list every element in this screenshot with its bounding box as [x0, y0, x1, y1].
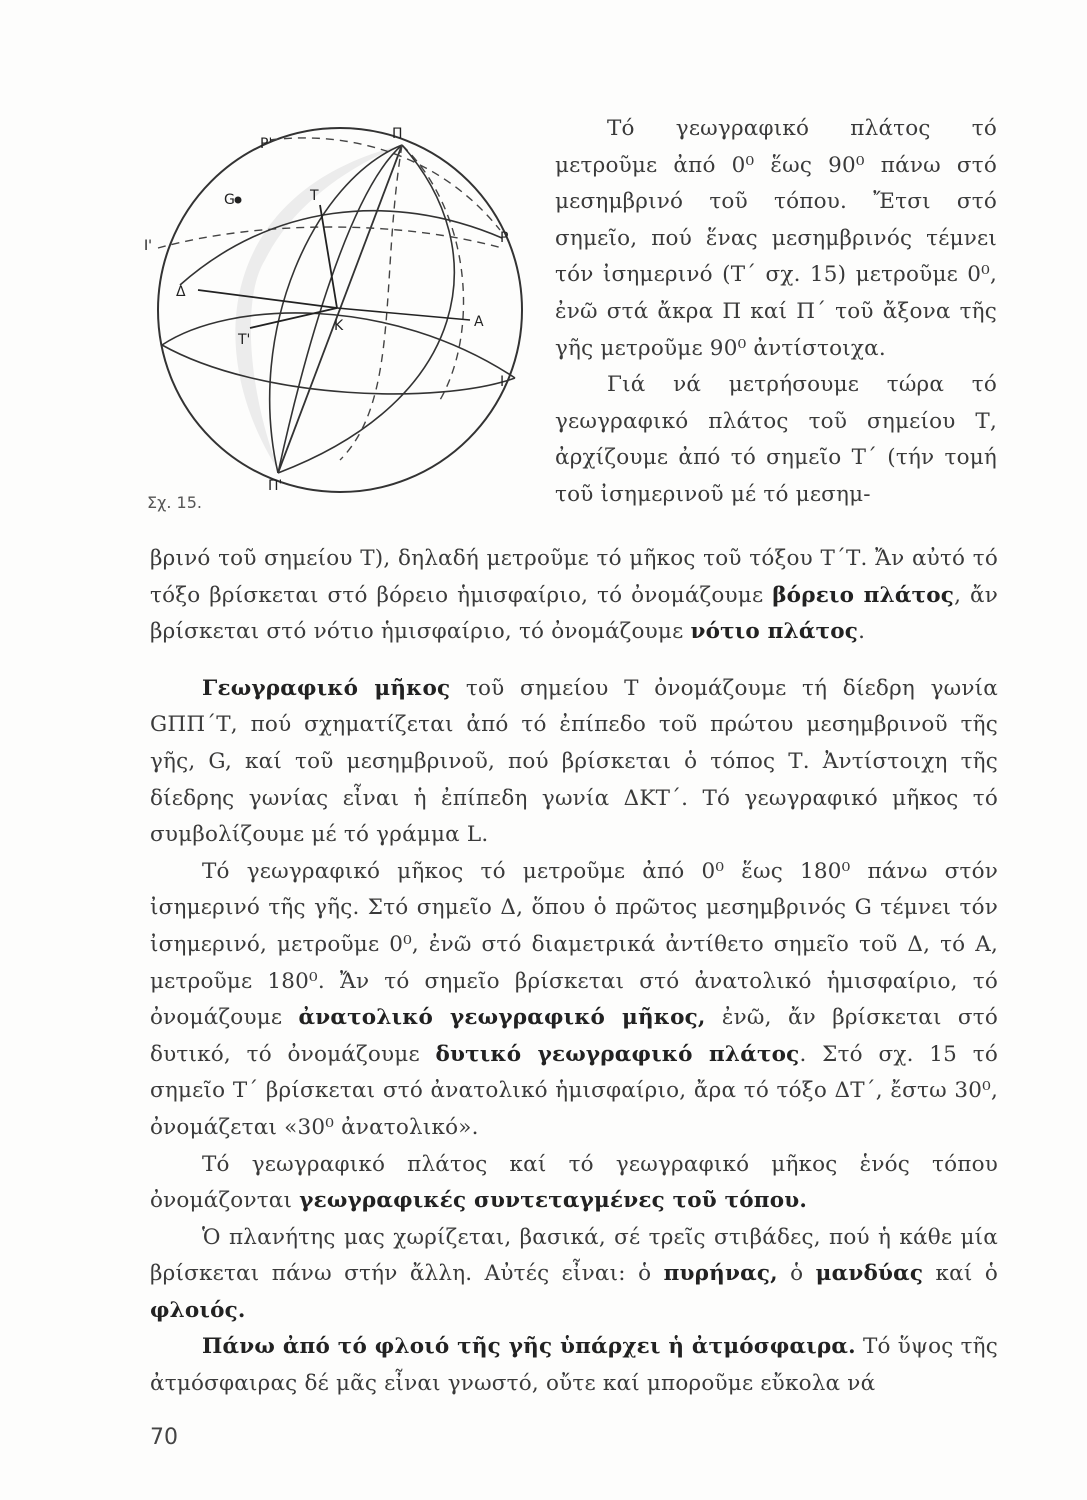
p6b-text: ὁ — [777, 1261, 816, 1287]
page-number: 70 — [150, 1425, 178, 1450]
p2c-text: , ἄν βρίσκεται στό νότιο ἡμισφαίριο, τό ὀνομάζουμε — [150, 582, 998, 645]
term-atmosphere: Πάνω ἀπό τό φλοιό τῆς γῆς ὑπάρχει ἡ ἀτμόσφαιρα. — [202, 1334, 856, 1360]
p7-text: Τό ὕψος τῆς ἀτμόσφαιρας δέ μᾶς εἶναι γνωστό, οὔτε καί μποροῦμε εὔκολα νά — [150, 1334, 999, 1397]
term-east-longitude: ἀνατολικό γεωγραφικό μῆκος, — [298, 1005, 706, 1031]
p6a-text: Ὁ πλανήτης μας χωρίζεται, βασικά, σέ τρεῖς στιβάδες, πού ἡ κάθε μία βρίσκεται πάνω στήν ἄλλη. Αὐτές εἶναι: ὁ — [150, 1224, 998, 1287]
paragraph-1: Τό γεωγραφικό πλάτος τό μετροῦμε ἀπό 0⁰ ἕως 90⁰ πάνω στό μεσημβρινό τοῦ τόπου. Ἔτσι στό σημεῖο, πού ἕνας μεσημβρινός τέμνει τόν ἰσημερινό (Τ΄ σχ. 15) μετροῦμε 0⁰, ἐνῶ στά ἄκρα Π καί Π΄ τοῦ ἄξονα τῆς γῆς μετροῦμε 90⁰ ἀντίστοιχα. — [555, 116, 997, 361]
label-i: Ι — [500, 374, 505, 390]
figure-caption: Σχ. 15. — [147, 493, 202, 512]
label-g: G — [224, 192, 235, 208]
p4b-text: ἐνῶ, ἄν βρίσκεται στό δυτικό, τό ὀνομάζουμε — [150, 1005, 998, 1067]
p3-text: τοῦ σημείου Τ ὀνομάζουμε τή δίεδρη γωνία GΠΠ΄Τ, πού σχηματίζεται ἀπό τό ἐπίπεδο τοῦ πρώτου μεσημβρινοῦ τῆς γῆς, G, καί τοῦ μεσημβρινοῦ, πού βρίσκεται ὁ τόπος Τ. Ἀντίστοιχη τῆς δίεδρης γωνίας εἶναι ἡ ἐπίπεδη γωνία ΔΚΤ΄. Τό γεωγραφικό μῆκος τό συμβολίζουμε μέ τό γράμμα L. — [150, 675, 998, 848]
right-column-text — [555, 111, 997, 514]
label-t-prime: Τ' — [238, 332, 251, 348]
term-north-latitude: βόρειο πλάτος — [772, 582, 955, 608]
paragraph-7 — [150, 1329, 998, 1402]
point-g — [235, 197, 242, 204]
label-a: Α — [474, 314, 484, 330]
label-t: Τ — [310, 188, 319, 204]
globe-diagram — [140, 100, 540, 520]
label-i-prime: Ι' — [144, 238, 152, 254]
term-south-latitude: νότιο πλάτος — [690, 619, 859, 645]
term-mantle: μανδύας — [815, 1261, 924, 1287]
paragraph-2b — [150, 541, 998, 651]
p6c-text: καί ὁ — [923, 1261, 999, 1287]
label-p: Ρ — [500, 230, 509, 246]
term-core: πυρήνας, — [663, 1261, 778, 1287]
p5a-text: Τό γεωγραφικό πλάτος καί τό γεωγραφικό μῆκος ἑνός τόπου ὀνομάζονται — [150, 1151, 998, 1214]
label-delta: Δ — [176, 284, 186, 300]
label-pi: Π — [392, 126, 403, 142]
term-coordinates: γεωγραφικές συντεταγμένες τοῦ τόπου. — [299, 1188, 808, 1214]
radius-kt-prime — [250, 308, 337, 328]
paragraph-6 — [150, 1220, 998, 1330]
p2d-text: . — [858, 619, 866, 645]
p4c-text: . Στό σχ. 15 τό σημεῖο Τ΄ βρίσκεται στό ἀνατολικό ἡμισφαίριο, ἄρα τό τόξο ΔΤ΄, ἔστω 30⁰, ὀνομάζεται «30⁰ ἀνατολικό». — [150, 1041, 998, 1140]
p4a-text: Τό γεωγραφικό μῆκος τό μετροῦμε ἀπό 0⁰ ἕως 180⁰ πάνω στόν ἰσημερινό τῆς γῆς. Στό σημεῖο Δ, ὅπου ὁ πρῶτος μεσημβρινός G τέμνει τόν ἰσημερινό, μετροῦμε 0⁰, ἐνῶ στό διαμετρικά ἀντίθετο σημεῖο τοῦ Δ, τό Α, μετροῦμε 180⁰. Ἄν τό σημεῖο βρίσκεται στό ἀνατολικό ἡμισφαίριο, τό ὀνομάζουμε — [150, 858, 998, 1031]
shaded-region — [235, 145, 402, 473]
globe-svg — [140, 100, 540, 520]
label-k: Κ — [334, 318, 344, 334]
label-pi-prime: Π' — [268, 478, 283, 494]
radius-kt — [320, 205, 337, 308]
term-longitude: Γεωγραφικό μῆκος — [202, 675, 451, 701]
term-crust: φλοιός. — [150, 1297, 246, 1323]
term-west: δυτικό γεωγραφικό πλάτος — [435, 1041, 800, 1067]
radius-kd — [198, 290, 337, 308]
paragraph-4 — [150, 854, 998, 1147]
equator-back — [162, 345, 515, 394]
main-text — [150, 541, 998, 1403]
p2b-text: βρινό τοῦ σημείου Τ), δηλαδή μετροῦμε τό μῆκος τοῦ τόξου Τ΄Τ. Ἄν αὐτό τό τόξο βρίσκεται στό βόρειο ἡμισφαίριο, τό ὀνομάζουμε — [150, 546, 998, 608]
label-p-prime: Ρ' — [260, 136, 273, 152]
meridian-dashed-mid — [340, 145, 402, 460]
paragraph-5 — [150, 1147, 998, 1220]
paragraph-2a: Γιά νά μετρήσουμε τώρα τό γεωγραφικό πλάτος τοῦ σημείου Τ, ἀρχίζουμε ἀπό τό σημεῖο Τ΄ (τήν τομή τοῦ ἰσημερινοῦ μέ τό μεσημ- — [555, 372, 997, 507]
paragraph-3 — [150, 671, 998, 854]
